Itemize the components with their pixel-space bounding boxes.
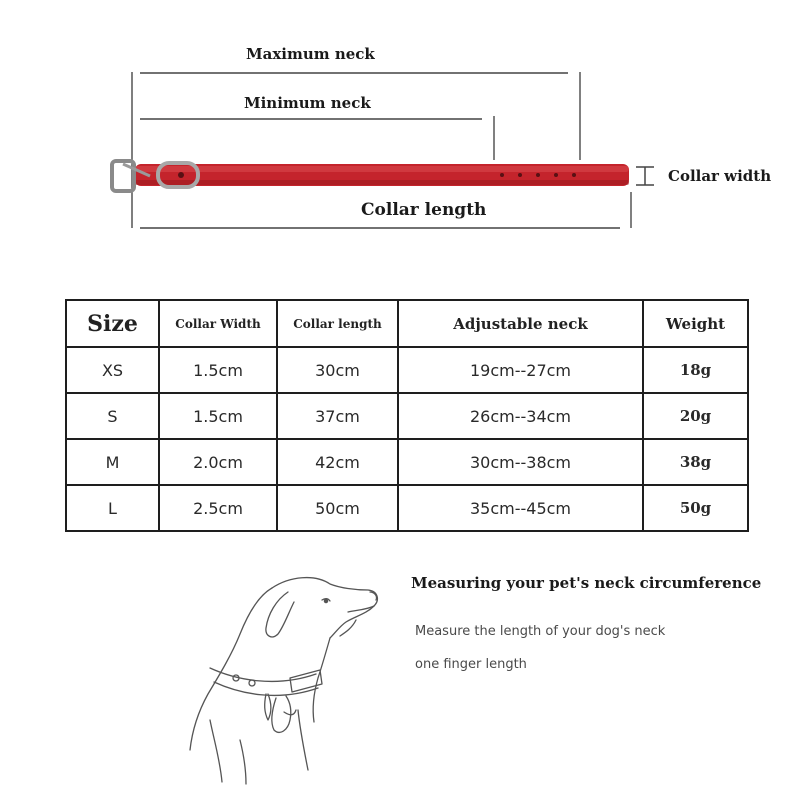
cell-collar-length: 37cm [277, 393, 398, 439]
header-size: Size [66, 300, 159, 347]
cell-collar-width: 2.5cm [159, 485, 277, 531]
collar-length-label: Collar length [361, 200, 487, 220]
table-header-row [66, 300, 748, 347]
cell-weight: 20g [643, 393, 748, 439]
cell-collar-width: 1.5cm [159, 347, 277, 393]
cell-size: M [66, 439, 159, 485]
cell-collar-length: 50cm [277, 485, 398, 531]
cell-weight: 50g [643, 485, 748, 531]
cell-adjustable-neck: 35cm--45cm [398, 485, 643, 531]
cell-size: XS [66, 347, 159, 393]
measure-instruction-1: Measure the length of your dog's neck [415, 624, 666, 639]
table-row [66, 439, 748, 485]
size-chart-table [65, 299, 749, 532]
table-row [66, 347, 748, 393]
header-collar-length: Collar length [277, 300, 398, 347]
collar-width-dimension-line [636, 167, 654, 185]
minimum-neck-label: Minimum neck [244, 94, 371, 112]
cell-size: S [66, 393, 159, 439]
minimum-neck-dimension-line [140, 116, 494, 160]
measure-title: Measuring your pet's neck circumference [411, 574, 762, 592]
dog-sketch-icon [180, 570, 405, 795]
cell-collar-width: 1.5cm [159, 393, 277, 439]
measure-instruction-2: one finger length [415, 657, 527, 672]
maximum-neck-label: Maximum neck [246, 45, 375, 63]
header-weight: Weight [643, 300, 748, 347]
cell-adjustable-neck: 30cm--38cm [398, 439, 643, 485]
cell-size: L [66, 485, 159, 531]
collar-strap [135, 164, 629, 186]
table-row [66, 393, 748, 439]
cell-collar-width: 2.0cm [159, 439, 277, 485]
cell-weight: 38g [643, 439, 748, 485]
header-collar-width: Collar Width [159, 300, 277, 347]
collar-width-label: Collar width [668, 167, 772, 185]
cell-adjustable-neck: 19cm--27cm [398, 347, 643, 393]
cell-collar-length: 30cm [277, 347, 398, 393]
cell-adjustable-neck: 26cm--34cm [398, 393, 643, 439]
cell-weight: 18g [643, 347, 748, 393]
header-adjustable-neck: Adjustable neck [398, 300, 643, 347]
table-row [66, 485, 748, 531]
cell-collar-length: 42cm [277, 439, 398, 485]
collar-dimension-diagram [0, 0, 800, 250]
